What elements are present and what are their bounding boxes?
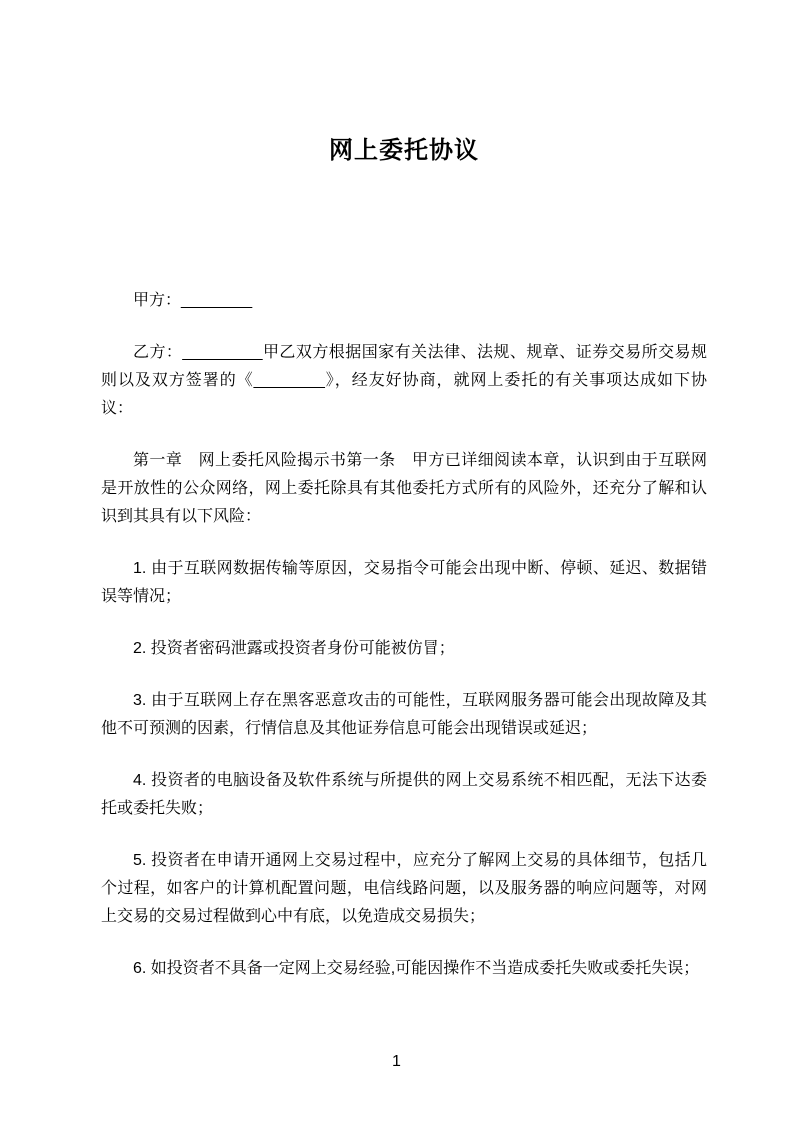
document-content xyxy=(101,0,707,1007)
risk-item-2: 2. 投资者密码泄露或投资者身份可能被仿冒； xyxy=(133,640,455,657)
risk-item-5: 5. 投资者在申请开通网上交易过程中，应充分了解网上交易的具体细节，包括几个过程，如客户的计算机配置问题，电信线路问题，以及服务器的响应问题等，对网上交易的交易过程做到心中有底，以免造成交易损失； xyxy=(101,852,707,925)
risk-item-4: 4. 投资者的电脑设备及软件系统与所提供的网上交易系统不相匹配，无法下达委托或委托失败； xyxy=(101,772,707,817)
party-a-line: 甲方：________ xyxy=(133,292,253,309)
party-b-intro-paragraph: 乙方：_________甲乙双方根据国家有关法律、法规、规章、证券交易所交易规则以及双方签署的《________》，经友好协商，就网上委托的有关事项达成如下协议： xyxy=(101,344,707,417)
risk-item-6: 6. 如投资者不具备一定网上交易经验,可能因操作不当造成委托失败或委托失误； xyxy=(133,960,700,977)
chapter-1-risk-disclosure-paragraph: 第一章 网上委托风险揭示书第一条 甲方已详细阅读本章，认识到由于互联网是开放性的公众网络，网上委托除具有其他委托方式所有的风险外，还充分了解和认识到其具有以下风险： xyxy=(101,452,707,525)
page-number: 1 xyxy=(392,1053,401,1070)
document-title: 网上委托协议 xyxy=(329,137,479,164)
risk-item-3: 3. 由于互联网上存在黑客恶意攻击的可能性，互联网服务器可能会出现故障及其他不可预测的因素，行情信息及其他证券信息可能会出现错误或延迟； xyxy=(101,692,707,737)
risk-item-1: 1. 由于互联网数据传输等原因，交易指令可能会出现中断、停顿、延迟、数据错误等情况； xyxy=(101,560,707,605)
